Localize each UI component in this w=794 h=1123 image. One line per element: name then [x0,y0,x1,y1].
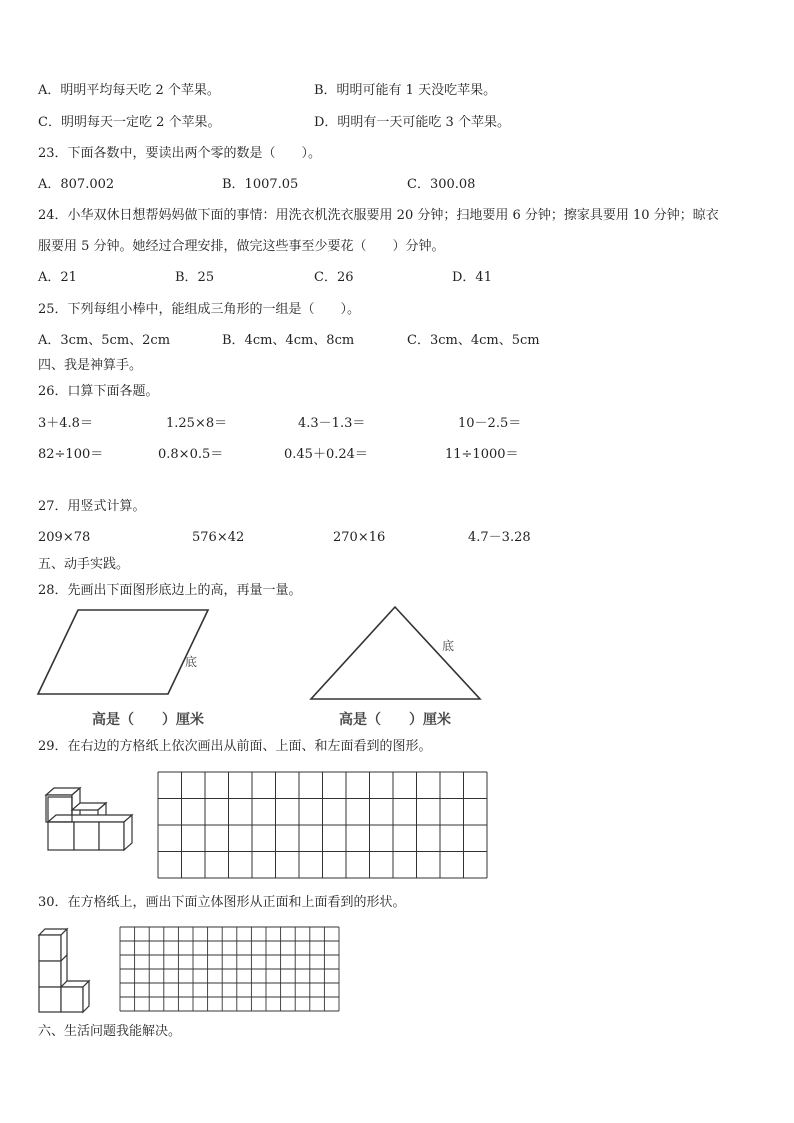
q26-item: 10－2.5＝ [458,416,522,431]
q25-option-a: A．3cm、5cm、2cm [38,333,171,348]
q28-stem: 28．先画出下面图形底边上的高，再量一量。 [38,583,302,598]
q23-option-c: C．300.08 [407,177,476,192]
q26-item: 3＋4.8＝ [38,416,93,431]
triangle-base-label: 底 [442,639,455,653]
q27-item: 209×78 [38,530,91,545]
q27-item: 576×42 [192,530,245,545]
section-6-heading: 六、生活问题我能解决。 [38,1024,182,1039]
section-4-heading: 四、我是神算手。 [38,358,143,373]
q30-grid [120,927,339,1011]
q27-stem: 27．用竖式计算。 [38,499,146,514]
q23-option-a: A．807.002 [38,177,115,192]
q27-item: 4.7－3.28 [468,530,531,545]
q23-option-b: B．1007.05 [222,177,299,192]
q28-caption-2: 高是（ ）厘米 [339,712,451,728]
q29-stem: 29．在右边的方格纸上依次画出从前面、上面、和左面看到的图形。 [38,739,432,754]
q24-stem-line1: 24．小华双休日想帮妈妈做下面的事情：用洗衣机洗衣服要用 20 分钟；扫地要用 6 分钟；擦家具要用 10 分钟；晾衣 [38,208,719,223]
q26-item: 0.45＋0.24＝ [284,447,368,462]
q25-option-c: C．3cm、4cm、5cm [407,333,540,348]
q26-item: 11÷1000＝ [445,447,519,462]
q24-stem-line2: 服要用 5 分钟。她经过合理安排，做完这些事至少要花（ ）分钟。 [38,239,445,254]
q23-stem: 23．下面各数中，要读出两个零的数是（ ）。 [38,146,322,161]
q24-option-d: D．41 [452,270,492,285]
q24-option-c: C．26 [314,270,354,285]
q22-option-c: C．明明每天一定吃 2 个苹果。 [38,115,221,130]
q22-option-d: D．明明有一天可能吃 3 个苹果。 [314,115,510,130]
q25-stem: 25．下列每组小棒中，能组成三角形的一组是（ ）。 [38,302,361,317]
q27-item: 270×16 [333,530,386,545]
q26-stem: 26．口算下面各题。 [38,384,159,399]
q30-stem: 30．在方格纸上，画出下面立体图形从正面和上面看到的形状。 [38,895,406,910]
q25-option-b: B．4cm、4cm、8cm [222,333,355,348]
q26-item: 4.3－1.3＝ [298,416,366,431]
q30-cube-stack [39,929,89,1012]
q28-caption-1: 高是（ ）厘米 [92,712,204,728]
q26-item: 82÷100＝ [38,447,104,462]
q26-item: 0.8×0.5＝ [158,447,224,462]
q24-option-b: B．25 [175,270,215,285]
parallelogram-base-label: 底 [185,655,198,669]
section-5-heading: 五、动手实践。 [38,557,130,572]
q26-item: 1.25×8＝ [166,416,228,431]
q22-option-b: B．明明可能有 1 天没吃苹果。 [314,83,497,98]
q24-option-a: A．21 [38,270,77,285]
q22-option-a: A．明明平均每天吃 2 个苹果。 [38,83,220,98]
